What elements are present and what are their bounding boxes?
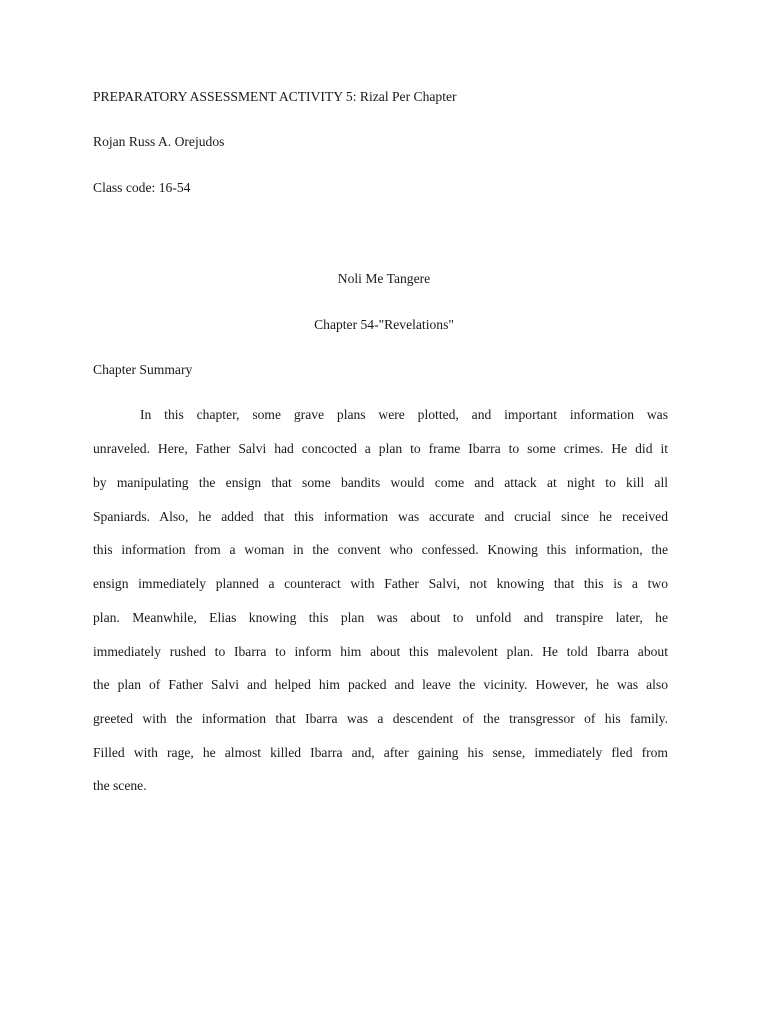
summary-line: immediately rushed to Ibarra to inform him about this malevolent plan. He told Ibarra about: [93, 644, 668, 659]
summary-line: Filled with rage, he almost killed Ibarra and, after gaining his sense, immediately fled from: [93, 745, 668, 760]
summary-line: this information from a woman in the convent who confessed. Knowing this information, the: [93, 542, 668, 557]
author-name: Rojan Russ A. Orejudos: [93, 134, 225, 149]
class-code: Class code: 16-54: [93, 180, 191, 195]
document-title: PREPARATORY ASSESSMENT ACTIVITY 5: Rizal Per Chapter: [93, 89, 457, 104]
summary-line: plan. Meanwhile, Elias knowing this plan was about to unfold and transpire later, he: [93, 610, 668, 625]
summary-line: unraveled. Here, Father Salvi had concocted a plan to frame Ibarra to some crimes. He did it: [93, 441, 668, 456]
summary-line: the plan of Father Salvi and helped him packed and leave the vicinity. However, he was also: [93, 677, 668, 692]
section-label: Chapter Summary: [93, 362, 193, 377]
summary-line: the scene.: [93, 778, 147, 793]
summary-line: by manipulating the ensign that some bandits would come and attack at night to kill all: [93, 475, 668, 490]
summary-line: In this chapter, some grave plans were plotted, and important information was: [140, 407, 668, 422]
summary-line: greeted with the information that Ibarra was a descendent of the transgressor of his family.: [93, 711, 668, 726]
summary-line: ensign immediately planned a counteract with Father Salvi, not knowing that this is a two: [93, 576, 668, 591]
chapter-title: Chapter 54-"Revelations": [314, 317, 454, 332]
book-title: Noli Me Tangere: [337, 271, 431, 286]
summary-line: Spaniards. Also, he added that this information was accurate and crucial since he received: [93, 509, 668, 524]
